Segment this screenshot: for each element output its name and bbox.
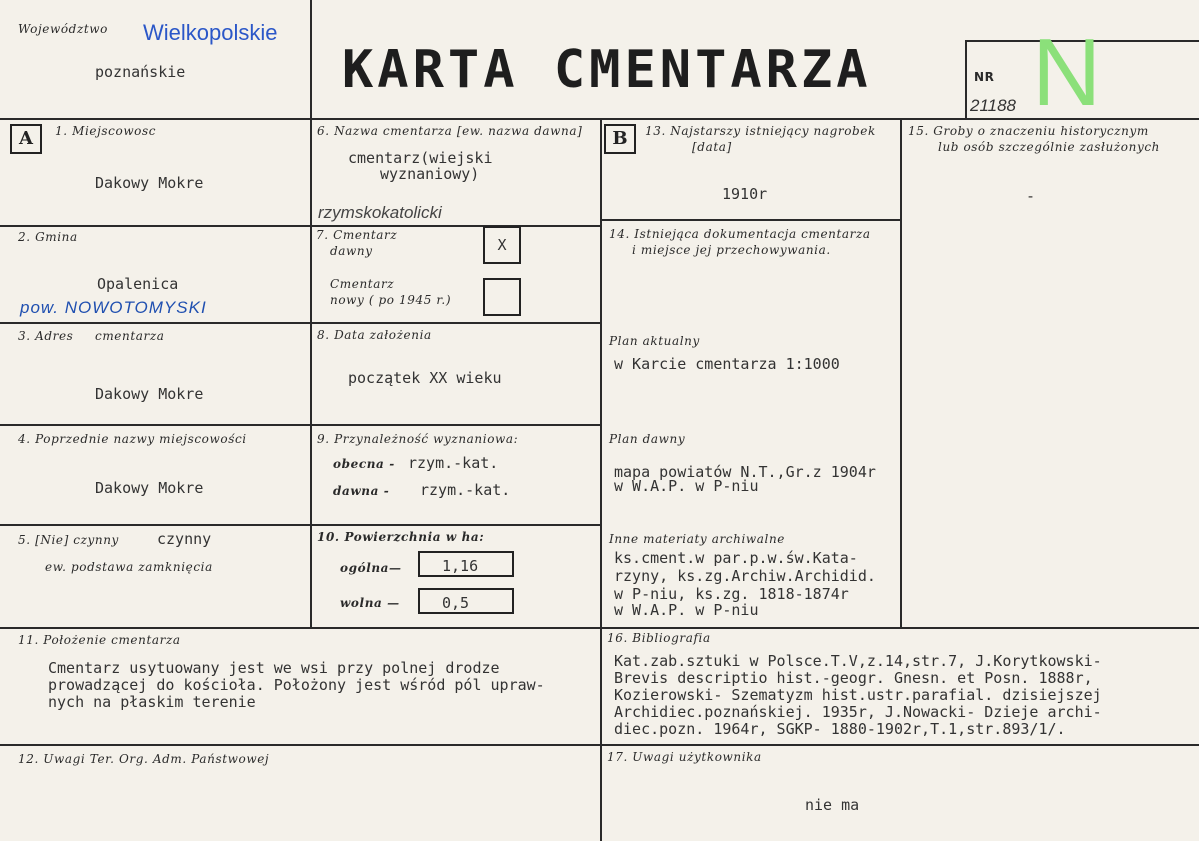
location-line: nych na płaskim terenie — [48, 693, 256, 711]
field-7-new-label: Cmentarz — [330, 277, 395, 291]
field-10-free-label: wolna — — [340, 596, 400, 610]
plan-old-label: Plan dawny — [609, 432, 686, 446]
field-5-sub: ew. podstawa zamknięcia — [45, 560, 213, 574]
nr-label: NR — [974, 70, 995, 84]
grid-line — [0, 424, 600, 426]
field-5-label: 5. [Nie] czynny — [18, 533, 119, 547]
field-9-label: 9. Przynależność wyznaniowa: — [317, 432, 519, 446]
field-4-label: 4. Poprzednie nazwy miejscowości — [18, 432, 247, 446]
plan-current-value: w Karcie cmentarza 1:1000 — [614, 355, 840, 373]
other-materials-line: rzyny, ks.zg.Archiw.Archidid. — [614, 567, 876, 585]
bibliography-line: Kozierowski- Szematyzm hist.ustr.parafial. dzisiejszej — [614, 686, 1102, 704]
other-materials-line: ks.cment.w par.p.w.św.Kata- — [614, 549, 858, 567]
location-line: Cmentarz usytuowany jest we wsi przy polnej drodze — [48, 659, 500, 677]
field-7-label: 7. Cmentarz — [316, 228, 398, 242]
grid-line — [965, 40, 967, 118]
bibliography-line: Kat.zab.sztuki w Polsce.T.V,z.14,str.7, J.Korytkowski- — [614, 652, 1102, 670]
grid-line — [600, 118, 602, 841]
plan-old-value-2: w W.A.P. w P-niu — [614, 477, 759, 495]
voivodeship-label: Województwo — [18, 22, 108, 36]
field-1-label: 1. Miejscowosc — [55, 124, 157, 138]
field-3-label: 3. Adres — [18, 329, 74, 343]
field-14-label-2: i miejsce jej przechowywania. — [632, 243, 831, 257]
field-15-label: 15. Groby o znaczeniu historycznym — [908, 124, 1149, 138]
other-materials-line: w W.A.P. w P-niu — [614, 601, 759, 619]
location-line: prowadzącej do kościoła. Położony jest wśród pól upraw- — [48, 676, 545, 694]
field-8-value: początek XX wieku — [348, 369, 502, 387]
field-8-label: 8. Data założenia — [317, 328, 432, 342]
field-12-label: 12. Uwagi Ter. Org. Adm. Państwowej — [18, 752, 270, 766]
field-9-old-label: dawna - — [333, 484, 390, 498]
plan-old-value-1: mapa powiatów N.T.,Gr.z 1904r — [614, 463, 876, 481]
new-cemetery-checkbox[interactable] — [483, 278, 521, 316]
field-7-label-old: dawny — [330, 244, 373, 258]
field-15-value: - — [1026, 187, 1036, 205]
voivodeship-stamp: Wielkopolskie — [143, 20, 278, 45]
field-14-label: 14. Istniejąca dokumentacja cmentarza — [609, 227, 871, 241]
field-13-label: 13. Najstarszy istniejący nagrobek — [645, 124, 876, 138]
field-6-value-2: wyznaniowy) — [380, 165, 480, 183]
field-6-value-1: cmentarz(wiejski — [348, 149, 493, 167]
grid-line — [600, 219, 900, 221]
field-2-value: Opalenica — [97, 275, 179, 293]
card-title: KARTA CMENTARZA — [342, 40, 872, 100]
other-materials-label: Inne materiaty archiwalne — [609, 532, 785, 546]
field-17-value: nie ma — [805, 796, 860, 814]
field-13-label-2: [data] — [692, 140, 732, 154]
old-cemetery-checkbox[interactable]: X — [483, 226, 521, 264]
field-4-value: Dakowy Mokre — [95, 479, 204, 497]
bibliography-line: diec.pozn. 1964r, SGKP- 1880-1902r,T.1,str.893/1/. — [614, 720, 1066, 738]
bibliography-line: Brevis descriptio hist.-geogr. Gnesn. et Posn. 1888r, — [614, 669, 1093, 687]
area-free-field[interactable]: 0,5 — [418, 588, 514, 614]
field-10-total-label: ogólna— — [340, 561, 402, 575]
grid-line — [0, 322, 600, 324]
nr-value: 21188 — [970, 96, 1017, 115]
category-mark: N — [1032, 19, 1102, 126]
field-6-label: 6. Nazwa cmentarza [ew. nazwa dawna] — [317, 124, 583, 138]
grid-line — [0, 524, 600, 526]
plan-current-label: Plan aktualny — [609, 334, 700, 348]
field-11-label: 11. Położenie cmentarza — [18, 633, 181, 647]
field-6-handwritten: rzymskokatolicki — [318, 203, 442, 222]
area-total-field[interactable]: 1,16 — [418, 551, 514, 577]
field-2-label: 2. Gmina — [18, 230, 78, 244]
bibliography-line: Archidiec.poznańskiej. 1935r, J.Nowacki- Dzieje archi- — [614, 703, 1102, 721]
field-5-value: czynny — [157, 530, 212, 548]
field-15-label-2: lub osób szczególnie zasłużonych — [938, 140, 1160, 154]
grid-line — [900, 118, 902, 627]
field-10-label: 10. Powierzchnia w ha: — [317, 530, 485, 544]
field-1-value: Dakowy Mokre — [95, 174, 204, 192]
field-17-label: 17. Uwagi użytkownika — [607, 750, 762, 764]
other-materials-line: w P-niu, ks.zg. 1818-1874r — [614, 585, 849, 603]
field-2-handwritten: pow. NOWOTOMYSKI — [20, 298, 207, 317]
section-a-badge: A — [10, 124, 42, 154]
field-9-now-value: rzym.-kat. — [408, 454, 499, 472]
field-3-label-b: cmentarza — [95, 329, 165, 343]
voivodeship-value: poznańskie — [95, 63, 186, 81]
grid-line — [310, 0, 312, 627]
field-9-old-value: rzym.-kat. — [420, 481, 511, 499]
field-3-value: Dakowy Mokre — [95, 385, 204, 403]
field-7-new-label-2: nowy ( po 1945 r.) — [330, 293, 452, 307]
section-b-badge: B — [604, 124, 636, 154]
field-13-value: 1910r — [722, 185, 768, 203]
field-16-label: 16. Bibliografia — [607, 631, 711, 645]
field-9-now-label: obecna - — [333, 457, 395, 471]
